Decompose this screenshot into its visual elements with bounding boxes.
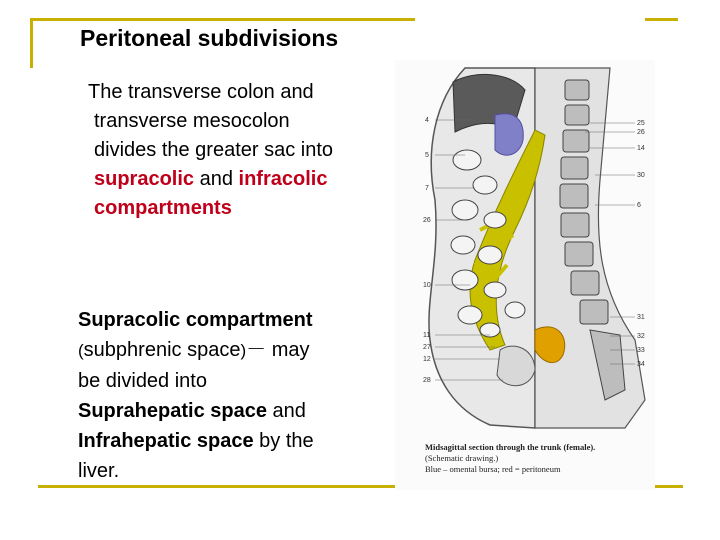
supracolic-paragraph <box>78 305 378 486</box>
term-compartments: compartments <box>94 197 232 219</box>
intro-line-4 <box>88 165 398 194</box>
label-right-14: 14 <box>637 145 645 152</box>
supracolic-line-5 <box>78 426 378 456</box>
caption-line-3: Blue – omental bursa; red = peritoneum <box>425 464 561 474</box>
label-left-10: 10 <box>423 282 431 289</box>
label-left-28: 28 <box>423 377 431 384</box>
term-supracolic: supracolic <box>94 168 195 190</box>
omental-bursa <box>495 114 523 155</box>
paren-close: ) <box>240 341 247 360</box>
intro-line-1: The transverse colon and <box>88 81 314 103</box>
top-rule-right <box>645 18 678 21</box>
intro-line-2: transverse mesocolon <box>94 110 290 132</box>
caption-line-1: Midsagittal section through the trunk (female). <box>425 442 596 452</box>
by-the: by the <box>253 430 314 452</box>
intro-line-3: divides the greater sac into <box>94 139 334 161</box>
slide-title: Peritoneal subdivisions <box>80 25 339 51</box>
dash: － <box>246 339 272 361</box>
label-left-27: 27 <box>423 344 431 351</box>
supracolic-heading: Supracolic compartment <box>78 309 313 331</box>
label-left-4: 4 <box>425 117 429 124</box>
top-rule-left <box>30 18 415 21</box>
caption-line-2: (Schematic drawing.) <box>425 453 499 463</box>
label-left-11: 11 <box>423 332 431 339</box>
label-right-30: 30 <box>637 172 645 179</box>
label-right-34: 34 <box>637 361 645 368</box>
label-right-33: 33 <box>637 347 645 354</box>
paren-text: subphrenic space <box>83 339 241 361</box>
midsagittal-section-figure <box>395 60 655 490</box>
intro-paragraph <box>88 78 398 223</box>
label-left-5: 5 <box>425 152 429 159</box>
figure-caption <box>425 442 655 475</box>
label-right-26: 26 <box>637 129 645 136</box>
supracolic-line-2 <box>78 335 378 366</box>
supracolic-and: and <box>266 400 306 422</box>
label-right-31: 31 <box>637 314 645 321</box>
supracolic-line-3: be divided into <box>78 370 207 392</box>
label-left-12: 12 <box>423 356 431 363</box>
left-rule <box>30 18 33 68</box>
label-right-6: 6 <box>637 202 641 209</box>
label-left-7: 7 <box>425 185 429 192</box>
supracolic-line-6: liver. <box>78 460 120 482</box>
term-suprahepatic: Suprahepatic space <box>78 400 267 422</box>
paren-open: ( <box>78 341 84 360</box>
label-left-26: 26 <box>423 217 431 224</box>
may-text: may <box>271 339 310 361</box>
label-right-32: 32 <box>637 333 645 340</box>
label-right-25: 25 <box>637 120 645 127</box>
supracolic-line-4 <box>78 396 378 426</box>
intro-and: and <box>194 168 239 190</box>
term-infracolic: infracolic <box>238 168 328 190</box>
term-infrahepatic: Infrahepatic space <box>78 430 254 452</box>
